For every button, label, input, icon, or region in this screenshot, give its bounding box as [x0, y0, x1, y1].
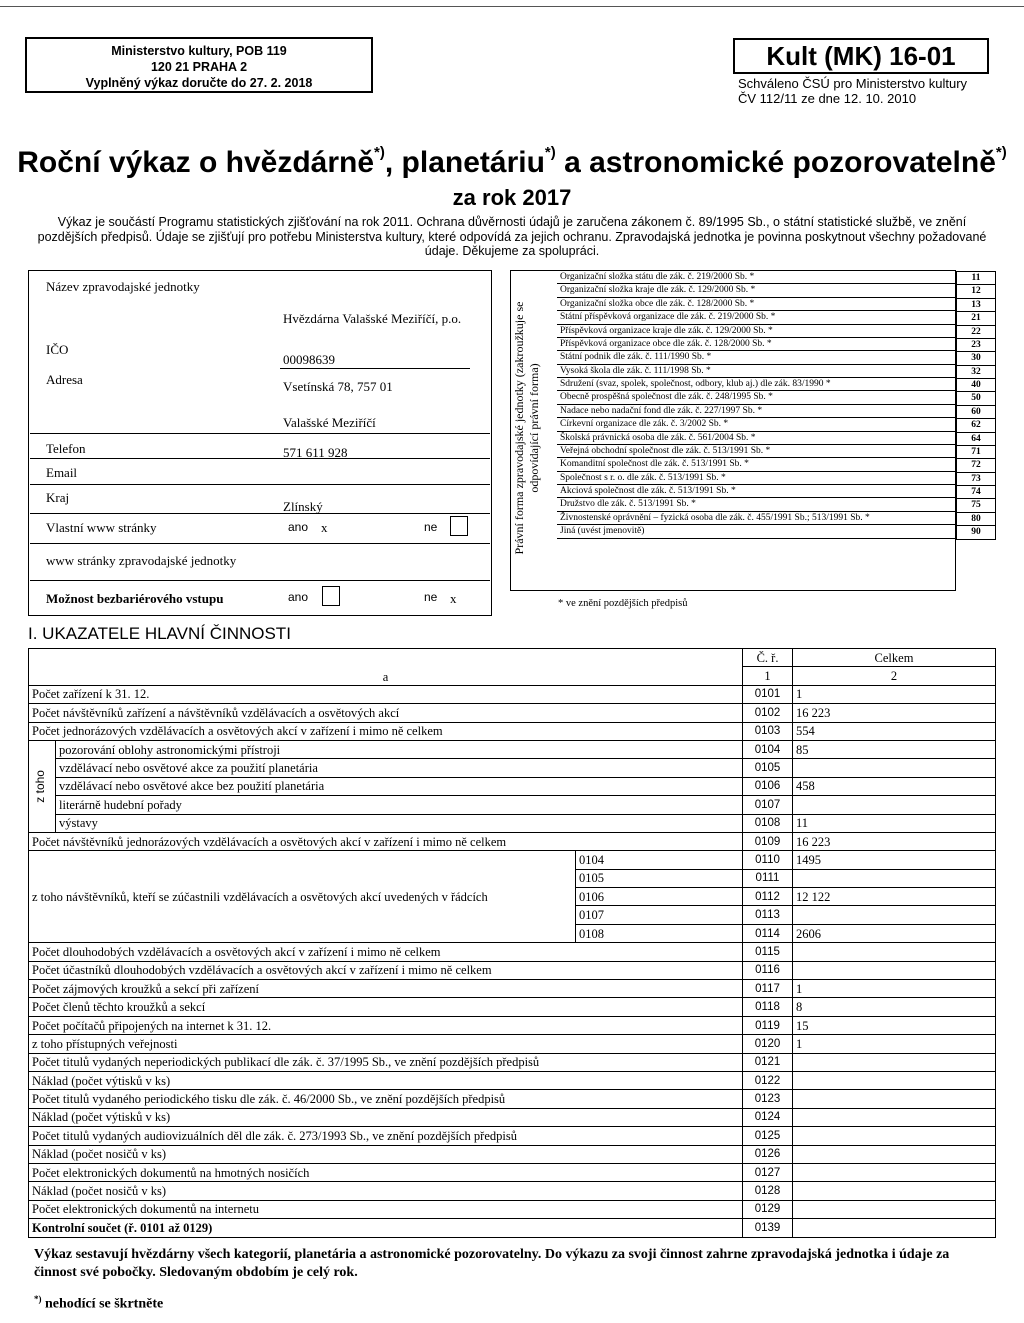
row-label: Počet jednorázových vzdělávacích a osvětových akcí v zařízení i mimo ně celkem: [29, 722, 743, 740]
row-code: 0108: [743, 814, 793, 832]
row-code: 0119: [743, 1016, 793, 1034]
approval-line-1: Schváleno ČSÚ pro Ministerstvo kultury: [738, 76, 968, 91]
table-row: [29, 980, 996, 998]
row-value[interactable]: 1: [793, 685, 996, 703]
legal-form-option[interactable]: Akciová společnost dle zák. č. 513/1991 Sb. *: [557, 485, 956, 498]
table-row: [29, 1200, 996, 1218]
row-value[interactable]: 1495: [793, 851, 996, 869]
legal-form-code[interactable]: 73: [956, 473, 996, 486]
footer-text: Výkaz sestavují hvězdárny všech kategorií, planetária a astronomické pozorovatelny. Do výkazu za svoji činnost zahrne zpravodajská jednotka i údaje za činnost své pobočky. Sledovaným obdobím je celý rok.: [34, 1247, 950, 1280]
legal-form-option[interactable]: Organizační složka kraje dle zák. č. 129/2000 Sb. *: [557, 284, 956, 297]
row-code: 0121: [743, 1053, 793, 1071]
legal-form-option[interactable]: Obecně prospěšná společnost dle zák. č. 248/1995 Sb. *: [557, 391, 956, 404]
legal-form-option[interactable]: Církevní organizace dle zák. č. 3/2002 Sb. *: [557, 418, 956, 431]
row-value[interactable]: 12 122: [793, 888, 996, 906]
row-value[interactable]: 1: [793, 980, 996, 998]
legal-form-option[interactable]: Společnost s r. o. dle zák. č. 513/1991 Sb. *: [557, 472, 956, 485]
row-value[interactable]: [793, 961, 996, 979]
row-label: Náklad (počet nosičů v ks): [29, 1182, 743, 1200]
title-sup-2: *): [544, 144, 556, 161]
row-label: vzdělávací nebo osvětové akce za použití planetária: [56, 759, 743, 777]
legal-form-option[interactable]: Družstvo dle zák. č. 513/1991 Sb. *: [557, 498, 956, 511]
row-code: 0120: [743, 1035, 793, 1053]
footer-note-sup: *): [34, 1294, 42, 1304]
checkbox-icon: [450, 516, 468, 536]
table-row: [29, 1163, 996, 1181]
legal-form-code[interactable]: 64: [956, 433, 996, 446]
row-label: výstavy: [56, 814, 743, 832]
phone-value[interactable]: 571 611 928: [283, 445, 348, 460]
barrier-label: Možnost bezbariérového vstupu: [46, 591, 224, 606]
header-col-a: a: [29, 649, 743, 686]
row-code: 0126: [743, 1145, 793, 1163]
table-row: [29, 1108, 996, 1126]
own-web-yes-label: ano: [288, 520, 309, 534]
table-row: [29, 740, 996, 758]
table-row: [29, 685, 996, 703]
ministry-line-2: 120 21 PRAHA 2: [150, 60, 248, 74]
legal-form-option[interactable]: Organizační složka státu dle zák. č. 219/2000 Sb. *: [557, 271, 956, 284]
row-ref: 0104: [576, 851, 743, 869]
header-col-cr-num: 1: [743, 667, 793, 685]
section-heading: I. UKAZATELE HLAVNÍ ČINNOSTI: [28, 624, 291, 643]
legal-form-code[interactable]: 74: [956, 486, 996, 499]
region-value[interactable]: Zlínský: [283, 499, 323, 514]
barrier-yes-label: ano: [288, 590, 309, 604]
row-ref: 0108: [576, 924, 743, 942]
ministry-line-3: Vyplněný výkaz doručte do 27. 2. 2018: [85, 76, 313, 90]
legal-form-vertical-label: [512, 278, 552, 588]
table-row: [29, 759, 996, 777]
legal-form-option[interactable]: Jiná (uvést jmenovitě): [557, 525, 956, 538]
row-label: Počet návštěvníků zařízení a návštěvníků vzdělávacích a osvětových akcí: [29, 704, 743, 722]
table-row: [29, 1071, 996, 1089]
row-code: 0104: [743, 740, 793, 758]
table-row: [29, 1090, 996, 1108]
row-code: 0127: [743, 1163, 793, 1181]
row-code: 0116: [743, 961, 793, 979]
row-label: Počet účastníků dlouhodobých vzdělávacích a osvětových akcí v zařízení i mimo ně celkem: [29, 961, 743, 979]
unit-divider-1: [30, 433, 490, 434]
legal-form-option[interactable]: Příspěvková organizace obce dle zák. č. 128/2000 Sb. *: [557, 338, 956, 351]
ministry-line-1: Ministerstvo kultury, POB 119: [111, 44, 287, 58]
legal-form-option[interactable]: Státní podnik dle zák. č. 111/1990 Sb. *: [557, 351, 956, 364]
row-value[interactable]: [793, 1071, 996, 1089]
row-code: 0117: [743, 980, 793, 998]
row-code: 0115: [743, 943, 793, 961]
row-value[interactable]: [793, 1219, 996, 1237]
row-code: 0101: [743, 685, 793, 703]
form-title: [0, 146, 1024, 180]
table-row: [29, 1182, 996, 1200]
table-row: [29, 1035, 996, 1053]
legal-form-option[interactable]: Komanditní společnost dle zák. č. 513/1991 Sb. *: [557, 458, 956, 471]
legal-form-note: * ve znění pozdějších předpisů: [558, 598, 688, 609]
form-code-box: [733, 38, 989, 74]
own-web-yes-mark[interactable]: x: [321, 520, 328, 535]
legal-form-option[interactable]: Veřejná obchodní společnost dle zák. č. 513/1991 Sb. *: [557, 445, 956, 458]
row-label: Počet titulů vydaných neperiodických publikací dle zák. č. 37/1995 Sb., ve znění pozdějších předpisů: [29, 1053, 743, 1071]
legal-form-option[interactable]: Vysoká škola dle zák. č. 111/1998 Sb. *: [557, 365, 956, 378]
row-value[interactable]: 2606: [793, 924, 996, 942]
legal-form-code[interactable]: 50: [956, 392, 996, 405]
email-label: Email: [46, 465, 78, 480]
header-col-total: Celkem: [793, 649, 996, 667]
table-row: [29, 777, 996, 795]
row-label: Náklad (počet výtisků v ks): [29, 1108, 743, 1126]
unit-divider-4: [30, 513, 490, 514]
z-toho-label: [29, 740, 56, 832]
row-code: 0123: [743, 1090, 793, 1108]
row-value[interactable]: 85: [793, 740, 996, 758]
address-label: Adresa: [46, 372, 83, 387]
barrier-no-label: ne: [424, 590, 438, 604]
table-row: [29, 1016, 996, 1034]
legal-form-code[interactable]: 22: [956, 326, 996, 339]
legal-form-code[interactable]: 62: [956, 419, 996, 432]
row-code: 0114: [743, 924, 793, 942]
legal-form-code[interactable]: 80: [956, 513, 996, 526]
row-value[interactable]: [793, 1200, 996, 1218]
row-label: Počet titulů vydaného periodického tisku dle zák. č. 46/2000 Sb., ve znění pozdějších předpisů: [29, 1090, 743, 1108]
table-row: [29, 704, 996, 722]
row-value[interactable]: 16 223: [793, 832, 996, 850]
header-col-total-num: 2: [793, 667, 996, 685]
legal-form-option[interactable]: Sdružení (svaz, spolek, společnost, odbory, klub aj.) dle zák. 83/1990 *: [557, 378, 956, 391]
row-label: Kontrolní součet (ř. 0101 až 0129): [29, 1219, 743, 1237]
web-unit-label: www stránky zpravodajské jednotky: [46, 553, 237, 568]
unit-name-value[interactable]: Hvězdárna Valašské Meziříčí, p.o.: [283, 311, 462, 326]
legal-form-list: [557, 271, 956, 539]
barrier-yes-checkbox[interactable]: [318, 586, 340, 606]
row-label: Počet návštěvníků jednorázových vzdělávacích a osvětových akcí v zařízení i mimo ně celkem: [29, 832, 743, 850]
row-code: 0112: [743, 888, 793, 906]
indicators-table: [28, 648, 996, 1238]
row-value[interactable]: 8: [793, 998, 996, 1016]
table-row: [29, 814, 996, 832]
row-value[interactable]: [793, 1182, 996, 1200]
legal-form-option[interactable]: Nadace nebo nadační fond dle zák. č. 227/1997 Sb. *: [557, 405, 956, 418]
table-row: [29, 722, 996, 740]
table-row: [29, 1145, 996, 1163]
table-row: [29, 1127, 996, 1145]
unit-name-label: Název zpravodajské jednotky: [46, 279, 200, 294]
phone-label: Telefon: [46, 441, 86, 456]
table-row: [29, 851, 996, 869]
legal-form-code[interactable]: 30: [956, 352, 996, 365]
table-row: [29, 796, 996, 814]
legal-form-option[interactable]: Státní příspěvková organizace dle zák. č. 219/2000 Sb. *: [557, 311, 956, 324]
legal-form-option[interactable]: Školská právnická osoba dle zák. č. 561/2004 Sb. *: [557, 432, 956, 445]
row-value[interactable]: 554: [793, 722, 996, 740]
ico-label: IČO: [46, 342, 69, 357]
form-year: za rok 2017: [452, 185, 572, 210]
title-part-1: Roční výkaz o hvězdárně: [17, 146, 375, 179]
address-value-1[interactable]: Vsetínská 78, 757 01: [283, 379, 393, 394]
row-value[interactable]: 15: [793, 1016, 996, 1034]
legal-form-code[interactable]: 40: [956, 379, 996, 392]
row-value[interactable]: 11: [793, 814, 996, 832]
legal-form-option[interactable]: Organizační složka obce dle zák. č. 128/2000 Sb. *: [557, 298, 956, 311]
row-code: 0111: [743, 869, 793, 887]
title-sup-3: *): [995, 144, 1007, 161]
table-row: [29, 1219, 996, 1237]
address-value-2[interactable]: Valašské Meziříčí: [283, 415, 376, 430]
row-value[interactable]: [793, 1145, 996, 1163]
intro-text: Výkaz je součástí Programu statistických zjišťování na rok 2011. Ochrana důvěrnosti údajů je zaručena zákonem č. 89/1995 Sb., o státní statistické službě, ve znění pozdějších předpisů. Údaje se zjišťují pro potřebu Ministerstva kultury, které odpovídá za jejich ochranu. Zpravodajská jednotka je povinna poskytnout všechny požadované údaje. Děkujeme za spolupráci.: [37, 215, 987, 258]
approval-line-2: ČV 112/11 ze dne 12. 10. 2010: [738, 91, 917, 106]
row-label: Počet elektronických dokumentů na hmotných nosičích: [29, 1163, 743, 1181]
row-code: 0118: [743, 998, 793, 1016]
row-value[interactable]: [793, 1053, 996, 1071]
ico-value[interactable]: 00098639: [283, 352, 335, 367]
row-value[interactable]: [793, 1163, 996, 1181]
row-code: 0124: [743, 1108, 793, 1126]
scan-top-edge: [0, 6, 1024, 7]
row-code: 0110: [743, 851, 793, 869]
table-row: [29, 1053, 996, 1071]
legal-form-code[interactable]: 90: [956, 526, 996, 539]
row-value[interactable]: [793, 1108, 996, 1126]
table-row: [29, 998, 996, 1016]
row-value[interactable]: [793, 1127, 996, 1145]
row-code: 0103: [743, 722, 793, 740]
form-code: Kult (MK) 16-01: [766, 41, 956, 71]
row-code: 0125: [743, 1127, 793, 1145]
own-web-no-label: ne: [424, 520, 438, 534]
row-label: Náklad (počet výtisků v ks): [29, 1071, 743, 1089]
row-label: literárně hudební pořady: [56, 796, 743, 814]
row-value[interactable]: 1: [793, 1035, 996, 1053]
row-ref: 0106: [576, 888, 743, 906]
row-label: Počet dlouhodobých vzdělávacích a osvětových akcí v zařízení i mimo ně celkem: [29, 943, 743, 961]
legal-form-code[interactable]: 12: [956, 285, 996, 298]
unit-divider-2: [30, 458, 490, 459]
title-sup-1: *): [374, 144, 385, 161]
legal-form-code[interactable]: 72: [956, 459, 996, 472]
table-row: [29, 832, 996, 850]
row-code: 0129: [743, 1200, 793, 1218]
row-code: 0113: [743, 906, 793, 924]
legal-form-vertical-text: Právní forma zpravodajské jednotky (zakroužkuje se odpovídající právní forma): [512, 301, 541, 555]
row-label: Počet elektronických dokumentů na internetu: [29, 1200, 743, 1218]
row-code: 0109: [743, 832, 793, 850]
title-part-3: a astronomické pozorovatelně: [555, 146, 996, 179]
footer-note-text: nehodící se škrtněte: [41, 1296, 164, 1312]
legal-form-code[interactable]: 71: [956, 446, 996, 459]
row-label: Počet zájmových kroužků a sekcí při zařízení: [29, 980, 743, 998]
row-label: Náklad (počet nosičů v ks): [29, 1145, 743, 1163]
row-value[interactable]: [793, 906, 996, 924]
legal-form-codes: [956, 271, 996, 540]
row-code: 0128: [743, 1182, 793, 1200]
footer-note: [34, 1294, 163, 1313]
row-label: Počet členů těchto kroužků a sekcí: [29, 998, 743, 1016]
title-part-2: , planetáriu: [384, 146, 545, 179]
row-label: pozorování oblohy astronomickými přístroji: [56, 740, 743, 758]
row-label: Počet titulů vydaných audiovizuálních děl dle zák. č. 273/1993 Sb., ve znění pozdějších předpisů: [29, 1127, 743, 1145]
legal-form-code[interactable]: 11: [956, 272, 996, 285]
legal-form-code[interactable]: 32: [956, 366, 996, 379]
row-value[interactable]: [793, 1090, 996, 1108]
z-toho-text: z toho: [33, 770, 47, 803]
checkbox-icon: [322, 586, 340, 606]
unit-divider-5: [30, 543, 490, 544]
own-web-no-checkbox[interactable]: [446, 516, 468, 536]
table-row: [29, 961, 996, 979]
row-value[interactable]: 16 223: [793, 704, 996, 722]
barrier-no-mark[interactable]: x: [450, 591, 457, 606]
row-label: vzdělávací nebo osvětové akce bez použití planetária: [56, 777, 743, 795]
own-web-label: Vlastní www stránky: [46, 520, 157, 535]
row-code: 0106: [743, 777, 793, 795]
row-ref: 0107: [576, 906, 743, 924]
visitors-sub-label: z toho návštěvníků, kteří se zúčastnili vzdělávacích a osvětových akcí uvedených v řádcích: [29, 851, 576, 943]
legal-form-code[interactable]: 23: [956, 339, 996, 352]
ico-underline: [280, 368, 470, 369]
row-code: 0139: [743, 1219, 793, 1237]
row-value[interactable]: [793, 759, 996, 777]
region-label: Kraj: [46, 490, 70, 505]
row-code: 0102: [743, 704, 793, 722]
legal-form-option[interactable]: Příspěvková organizace kraje dle zák. č. 129/2000 Sb. *: [557, 325, 956, 338]
table-row: [29, 943, 996, 961]
row-label: Počet zařízení k 31. 12.: [29, 685, 743, 703]
row-code: 0105: [743, 759, 793, 777]
approval-note: [738, 76, 967, 106]
row-label: Počet počítačů připojených na internet k 31. 12.: [29, 1016, 743, 1034]
legal-form-code[interactable]: 21: [956, 312, 996, 325]
row-value[interactable]: [793, 943, 996, 961]
legal-form-code[interactable]: 13: [956, 299, 996, 312]
row-ref: 0105: [576, 869, 743, 887]
unit-divider-3: [30, 484, 490, 485]
unit-divider-6: [30, 580, 490, 581]
row-code: 0107: [743, 796, 793, 814]
row-value[interactable]: 458: [793, 777, 996, 795]
header-col-cr: Č. ř.: [743, 649, 793, 667]
legal-form-option[interactable]: Živnostenské oprávnění – fyzická osoba dle zák. č. 455/1991 Sb.; 513/1991 Sb. *: [557, 512, 956, 525]
row-value[interactable]: [793, 869, 996, 887]
row-label: z toho přístupných veřejnosti: [29, 1035, 743, 1053]
legal-form-code[interactable]: 75: [956, 499, 996, 512]
row-value[interactable]: [793, 796, 996, 814]
ministry-address-box: [25, 37, 373, 93]
legal-form-code[interactable]: 60: [956, 406, 996, 419]
row-code: 0122: [743, 1071, 793, 1089]
